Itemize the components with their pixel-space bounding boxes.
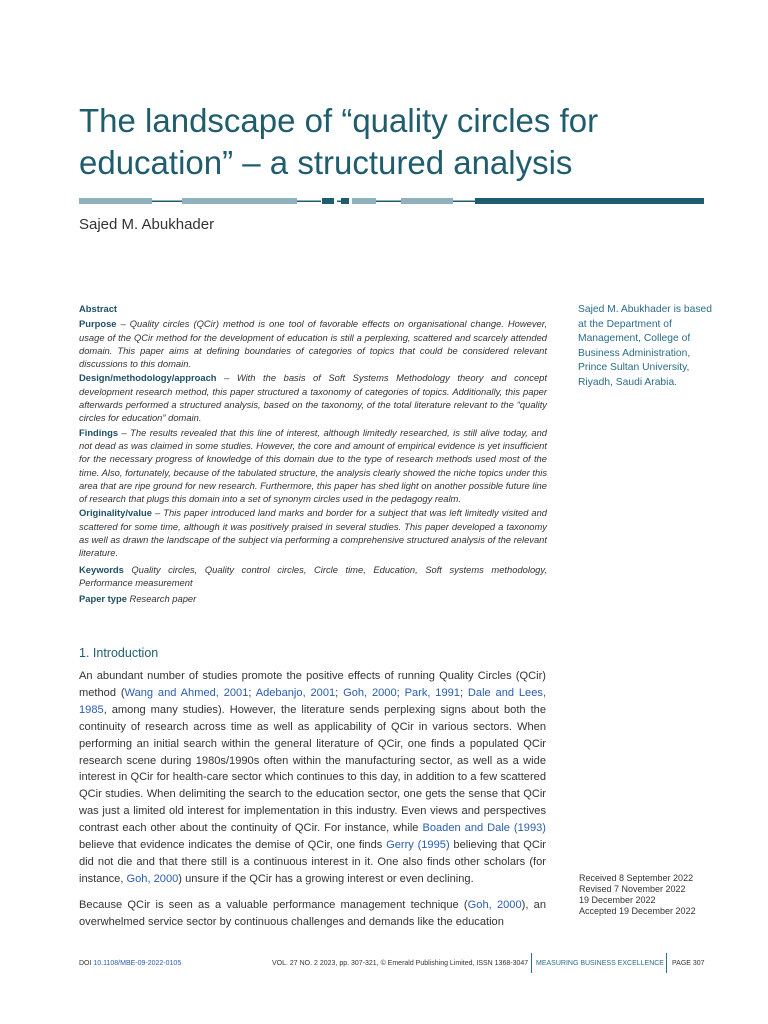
citation-link[interactable]: Adebanjo, 2001	[255, 686, 336, 699]
introduction-body	[79, 668, 546, 940]
keywords-text: Quality circles, Quality control circles, Circle time, Education, Soft systems methodology, Performance measurement	[79, 563, 547, 588]
footer-page-number: PAGE 307	[672, 960, 705, 967]
abstract-originality	[79, 506, 547, 559]
citation-link[interactable]: Goh, 2000	[126, 872, 179, 885]
abstract-section	[79, 302, 547, 607]
papertype-text: Research paper	[126, 593, 197, 605]
text-run: ;	[396, 686, 405, 699]
accepted-date: Accepted 19 December 2022	[579, 906, 696, 916]
text-run: ), an overwhelmed service sector by continuous challenges and demands like the education	[79, 898, 546, 928]
revised-date-1: Revised 7 November 2022	[579, 884, 686, 894]
originality-text: – This paper introduced land marks and border for a subject that was left limitedly visited and scattered for some time, although it was positively praised in several studies. This paper developed a taxonomy as well as drawn the landscape of the subject via performing a comprehensive structured analysis of the relevant literature.	[79, 507, 547, 559]
papertype-label: Paper type	[79, 593, 127, 605]
text-run: believe that evidence indicates the demise of QCir, one finds	[79, 839, 387, 852]
citation-link[interactable]: Park, 1991	[404, 686, 460, 699]
citation-link[interactable]: Goh, 2000	[343, 686, 397, 699]
introduction-heading: 1. Introduction	[79, 646, 159, 660]
findings-label: Findings	[79, 426, 119, 438]
text-run: , among many studies). However, the literature sends perplexing signs about both the continuity of research across time as well as applicability of QCir in various sectors. When performing an initial search within the general literature of QCir, one finds a populated QCir research scene during 1980s/1990s often within the manufacturing sector, as well as a wide interest in QCir for health-care sector which continues to this day, in addition to a few scattered QCir studies. When delimiting the search to the education sector, one gets the sense that QCir was just a limited old interest for implementation in this industry. Even views and perspectives contrast each other about the continuity of QCir. For instance, while	[79, 703, 546, 835]
text-run: ;	[248, 686, 256, 699]
abstract-heading: Abstract	[79, 303, 118, 314]
doi-link[interactable]: 10.1108/MBE-09-2022-0105	[93, 960, 182, 967]
abstract-paper-type	[79, 592, 547, 605]
received-date: Received 8 September 2022	[579, 873, 694, 883]
citation-link[interactable]: Gerry (1995)	[386, 839, 450, 852]
citation-link[interactable]: Wang and Ahmed, 2001	[124, 686, 249, 699]
article-dates	[579, 873, 719, 917]
abstract-findings	[79, 426, 547, 506]
footer-divider	[666, 953, 667, 973]
revised-date-2: 19 December 2022	[579, 895, 656, 905]
citation-link[interactable]: Goh, 2000	[467, 898, 522, 911]
title-divider-rule	[79, 198, 704, 204]
text-run: ;	[335, 686, 344, 699]
text-run: ) unsure if the QCir has a growing interest or even declining.	[178, 872, 474, 885]
purpose-text: – Quality circles (QCir) method is one tool of favorable effects on organisational change. However, usage of the QCir method for the development of education is still a perplexing, scattered and scarcely attended domain. This paper aims at defining boundaries of categories of topics that could be considered relevant discussions to this domain.	[79, 318, 547, 370]
citation-link[interactable]: Boaden and Dale (1993)	[422, 822, 547, 835]
doi-prefix: DOI	[79, 960, 94, 967]
citation-link[interactable]: Dale and Lees, 1985	[79, 686, 547, 716]
author-name: Sajed M. Abukhader	[79, 216, 215, 233]
text-run: ;	[459, 686, 468, 699]
design-label: Design/methodology/approach	[79, 372, 217, 384]
text-run: An abundant number of studies promote the positive effects of running Quality Circles (QCir) method (	[79, 670, 546, 699]
footer-journal: MEASURING BUSINESS EXCELLENCE	[536, 960, 664, 967]
abstract-purpose	[79, 317, 547, 370]
title-line-1: The landscape of “quality circles for	[79, 102, 599, 139]
text-run: Because QCir is seen as a valuable performance management technique (	[79, 898, 468, 911]
footer-citation: VOL. 27 NO. 2 2023, pp. 307-321, © Emerald Publishing Limited, ISSN 1368-3047	[272, 960, 529, 967]
abstract-keywords	[79, 563, 547, 590]
author-affiliation: Sajed M. Abukhader is based at the Department of Management, College of Business Administration, Prince Sultan University, Riyadh, Saudi Arabia.	[578, 304, 712, 388]
abstract-design	[79, 371, 547, 424]
design-text: – With the basis of Soft Systems Methodology theory and concept development research method, this paper structured a taxonomy of categories of topics. Additionally, this paper afterwards performed a structured analysis, based on the taxonomy, of the total literature relevant to the “quality circles for education” domain.	[79, 372, 547, 424]
footer-doi	[79, 956, 181, 972]
article-title	[79, 100, 699, 184]
findings-text: – The results revealed that this line of interest, although limitedly researched, is still alive today, and not dead as was claimed in some studies. However, the core and amount of empirical evidence is yet insufficient for the necessary progress of knowledge of this domain due to the type of research methods used most of the time. Also, fortunately, because of the tabulated structure, the analysis clearly showed the niche topics under this area that are ripe ground for new research. Furthermore, this paper has shed light on another possible future line of research that plugs this domain into a set of synonym circles used in the pedagogy realm.	[79, 426, 547, 505]
keywords-label: Keywords	[79, 563, 124, 575]
purpose-label: Purpose	[79, 318, 117, 330]
intro-paragraph-2	[79, 897, 546, 931]
originality-label: Originality/value	[79, 507, 152, 519]
footer-divider	[531, 953, 532, 973]
title-line-2: education” – a structured analysis	[79, 144, 573, 181]
text-run: believing that QCir did not die and that there still is a continuous interest in it. One also finds other scholars (for instance,	[79, 839, 547, 885]
intro-paragraph-1	[79, 668, 546, 888]
